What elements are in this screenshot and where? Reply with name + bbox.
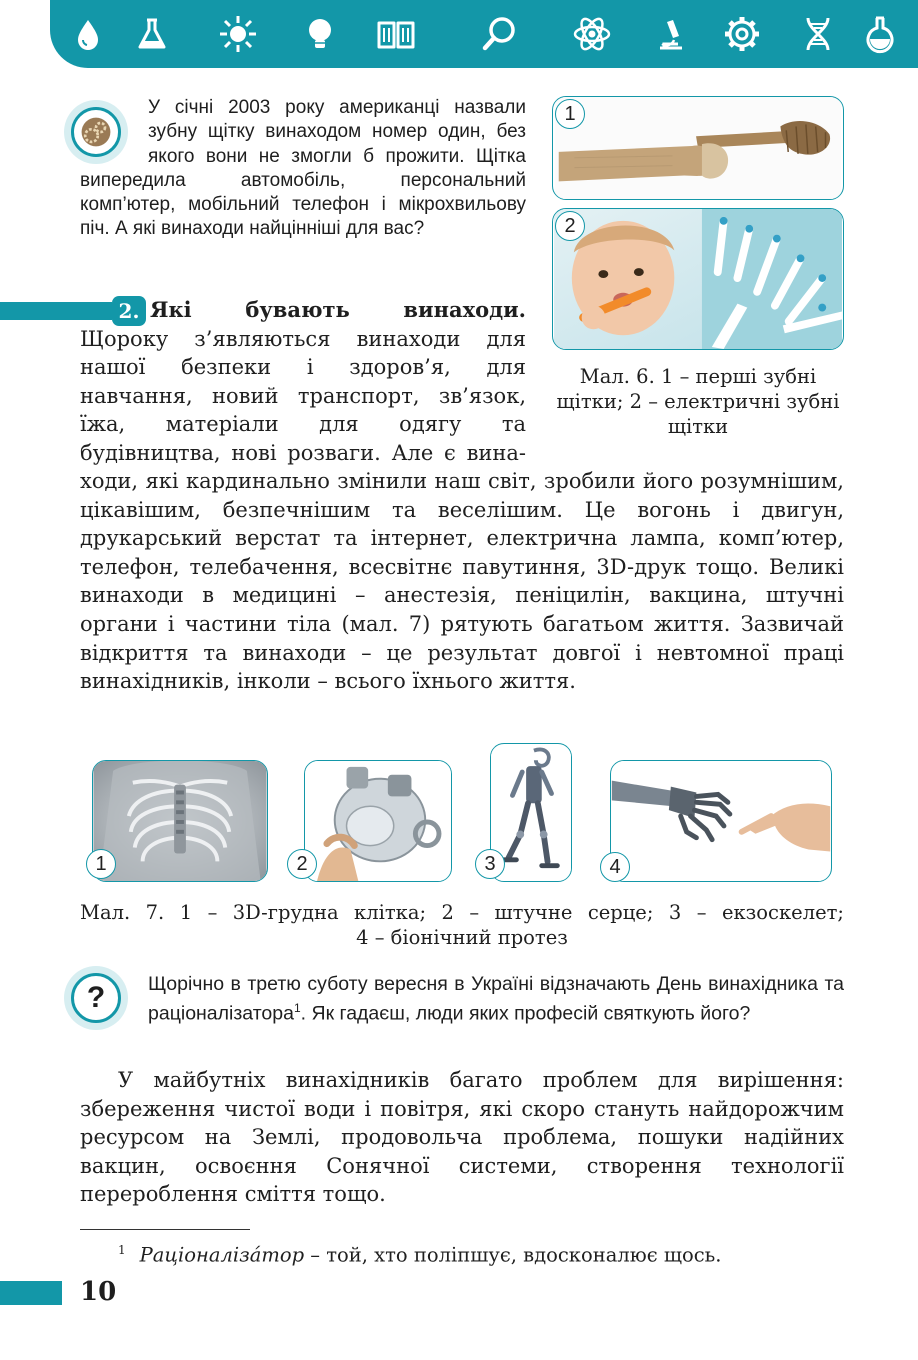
drop-icon: [68, 14, 108, 54]
footnote: [80, 1237, 844, 1269]
section-title: Які бувають винаходи.: [150, 297, 526, 322]
section-text-narrow: Щороку з’являються винаходи для нашої безпеки і здоров’я, для навчання, новий транспорт, зв’язок, їжа, матеріали для одягу та будівництва, нові розваги. Але є вина-: [80, 326, 526, 465]
final-paragraph: У майбутніх винахідників багато проблем для вирішення: збереження чистої води і повітря, які скоро стануть найдорожчим ресурсом на Землі, продовольча проблема, пошуки надійних вакцин, освоєння Сонячної системи, створення технології перероблення сміття тощо.: [80, 1068, 844, 1207]
figure7-badge-1: 1: [86, 849, 116, 879]
atom-icon: [572, 14, 612, 54]
microscope-icon: [650, 14, 690, 54]
figure6-badge-1: 1: [555, 99, 585, 129]
top-banner: [50, 0, 918, 68]
figure7-caption: [80, 900, 844, 950]
figure7-caption-line2: 4 – біонічний протез: [356, 926, 568, 949]
footnote-reference: 1: [293, 1001, 301, 1015]
dna-icon: [798, 14, 838, 54]
footnote-definition: – той, хто поліпшує, вдосконалює щось.: [304, 1243, 722, 1267]
gear-icon: [722, 14, 762, 54]
figure7-badge-4: 4: [600, 852, 630, 882]
figure6-photo-first-toothbrushes: [552, 96, 844, 200]
figure7-badge-2: 2: [287, 849, 317, 879]
sun-icon: [218, 14, 258, 54]
footnote-mark: 1: [118, 1243, 126, 1257]
footnote-term: Раціоналізáтор: [139, 1243, 305, 1267]
figure6-photo-electric-toothbrushes: [552, 208, 844, 350]
lightbulb-icon: [300, 14, 340, 54]
section-paragraph-wide: ходи, які кардинально змінили наш світ, зробили його розумнішим, цікавішим, безпечнішим та веселішим. Це вогонь і двигун, друкарський верстат та інтернет, електрична лампа, комп’ютер, телефон, телебачення, всесвітнє павутиння, 3D-друк тощо. Великі винаходи в медицині – анестезія, пеніцилін, вакцина, штучні органи і частини тіла (мал. 7) рятують багатьом життя. Зазвичай відкриття та винаходи – це результат довгої і невтомної праці винахідників, інколи – всього їхнього життя.: [80, 469, 844, 694]
round-flask-icon: [860, 14, 900, 54]
footnote-divider: [80, 1229, 250, 1230]
question-icon: ?: [64, 966, 128, 1030]
question-text: [148, 972, 844, 1026]
section-paragraph-narrow: [80, 296, 526, 468]
flask-icon: [132, 14, 172, 54]
question-text-before: Щорічно в третю суботу вересня в Україні відзначають День винахідника та раціоналізатора: [148, 973, 844, 1025]
page-number-bar: [0, 1281, 62, 1305]
section-number: 2.: [112, 296, 146, 326]
magnifier-icon: [480, 14, 520, 54]
open-book-icon: [376, 14, 416, 54]
page-number: 10: [80, 1277, 117, 1307]
question-text-after: . Як гадаєш, люди яких професій святкують його?: [300, 1002, 751, 1025]
intro-text: У січні 2003 року американці назвали зубну щітку винаходом номер один, без якого вони не змогли б прожити. Щітка випередила автомобіль, персональний комп’ютер, мобільний телефон і мікрохвильову піч. А які винаходи найцінніші для вас?: [80, 97, 526, 240]
figure6-badge-2: 2: [555, 211, 585, 241]
figure7-photo-bionic-prosthesis: [610, 760, 832, 882]
figure6-caption: Мал. 6. 1 – перші зубні щітки; 2 – електричні зубні щітки: [556, 365, 840, 438]
figure7-photo-artificial-heart: [304, 760, 452, 882]
figure7-caption-line1: Мал. 7. 1 – 3D-грудна клітка; 2 – штучне серце; 3 – екзоскелет;: [80, 901, 844, 924]
figure7-badge-3: 3: [475, 849, 505, 879]
figure7-photo-3d-ribcage: [92, 760, 268, 882]
